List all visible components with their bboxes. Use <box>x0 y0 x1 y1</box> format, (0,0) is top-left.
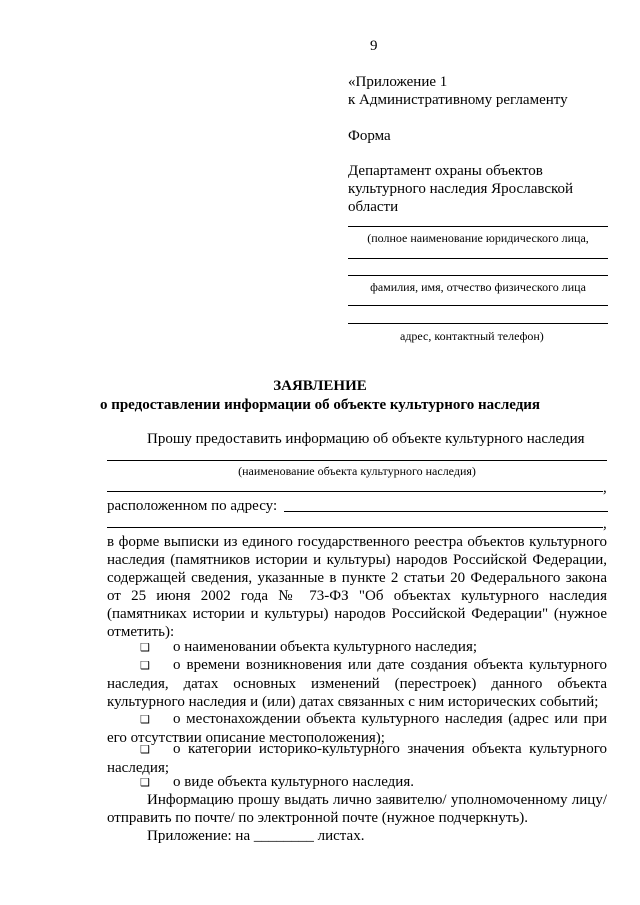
address-label: расположенном по адресу: <box>107 498 278 514</box>
option-type-text: о виде объекта культурного наследия. <box>173 774 414 790</box>
checkbox-icon[interactable]: ❑ <box>140 642 150 654</box>
checkbox-icon[interactable]: ❑ <box>140 744 150 756</box>
option-location-text: о местонахождении объекта культурного наследия (адрес или при его отсутствии описание местоположения); <box>107 711 607 746</box>
extract-paragraph: в форме выписки из единого государственного реестра объектов культурного наследия (памятников истории и культуры) народов Российской Федерации, содержащей сведения, указанные в пункте 2 статьи 20 Федерального закона от 25 июня 2002 года № 73-ФЗ "Об объектах культурного наследия (памятниках истории и культуры) народов Российской Федерации" (нужное отметить): <box>107 534 607 640</box>
request-intro: Прошу предоставить информацию об объекте культурного наследия <box>147 431 585 447</box>
document-title: ЗАЯВЛЕНИЕ <box>273 378 367 394</box>
object-name-field[interactable] <box>107 460 607 461</box>
comma-1: , <box>603 480 607 496</box>
attachment-line <box>147 827 364 845</box>
appendix-label: «Приложение 1 <box>348 74 448 90</box>
option-category <box>107 740 607 777</box>
delivery-paragraph: Информацию прошу выдать лично заявителю/ уполномоченному лицу/ отправить по почте/ по электронной почте (нужное подчеркнуть). <box>107 792 607 826</box>
option-type <box>107 773 607 792</box>
object-name-field-2[interactable] <box>107 491 603 492</box>
addressee-line-2: культурного наследия Ярославской <box>348 181 574 197</box>
page-number: 9 <box>370 38 378 54</box>
applicant-address-field[interactable] <box>348 305 608 306</box>
hint-person-name: фамилия, имя, отчество физического лица <box>370 280 586 294</box>
checkbox-icon[interactable]: ❑ <box>140 660 150 672</box>
comma-2: , <box>603 516 607 532</box>
hint-object-name: (наименование объекта культурного наследия) <box>238 464 476 478</box>
applicant-name-field[interactable] <box>348 226 608 227</box>
option-name <box>107 638 607 657</box>
addressee-line-1: Департамент охраны объектов <box>348 163 543 179</box>
option-name-text: о наименовании объекта культурного наследия; <box>173 639 478 655</box>
document-subtitle: о предоставлении информации об объекте культурного наследия <box>99 397 541 413</box>
object-address-field-2[interactable] <box>107 527 603 528</box>
checkbox-icon[interactable]: ❑ <box>140 777 150 789</box>
form-label: Форма <box>348 128 391 144</box>
option-dates <box>107 656 607 711</box>
checkbox-icon[interactable]: ❑ <box>140 714 150 726</box>
option-dates-text: о времени возникновения или дате создания объекта культурного наследия, датах основных изменений (перестроек) данного объекта культурного наследия и (или) датах связанных с ним исторических событий; <box>107 657 607 710</box>
hint-legal-entity: (полное наименование юридического лица, <box>367 231 589 245</box>
object-address-field[interactable] <box>284 511 608 512</box>
hint-address-phone: адрес, контактный телефон) <box>400 329 544 343</box>
attachment-pages-field[interactable]: ________ <box>253 828 314 844</box>
applicant-address-field-2[interactable] <box>348 323 608 324</box>
option-category-text: о категории историко-культурного значения объекта культурного наследия; <box>107 741 607 776</box>
regulation-label: к Административному регламенту <box>348 92 568 108</box>
applicant-name-field-3[interactable] <box>348 275 608 276</box>
attachment-prefix: Приложение: на <box>147 828 251 844</box>
attachment-suffix: листах. <box>317 828 365 844</box>
addressee-line-3: области <box>348 199 399 215</box>
applicant-name-field-2[interactable] <box>348 258 608 259</box>
